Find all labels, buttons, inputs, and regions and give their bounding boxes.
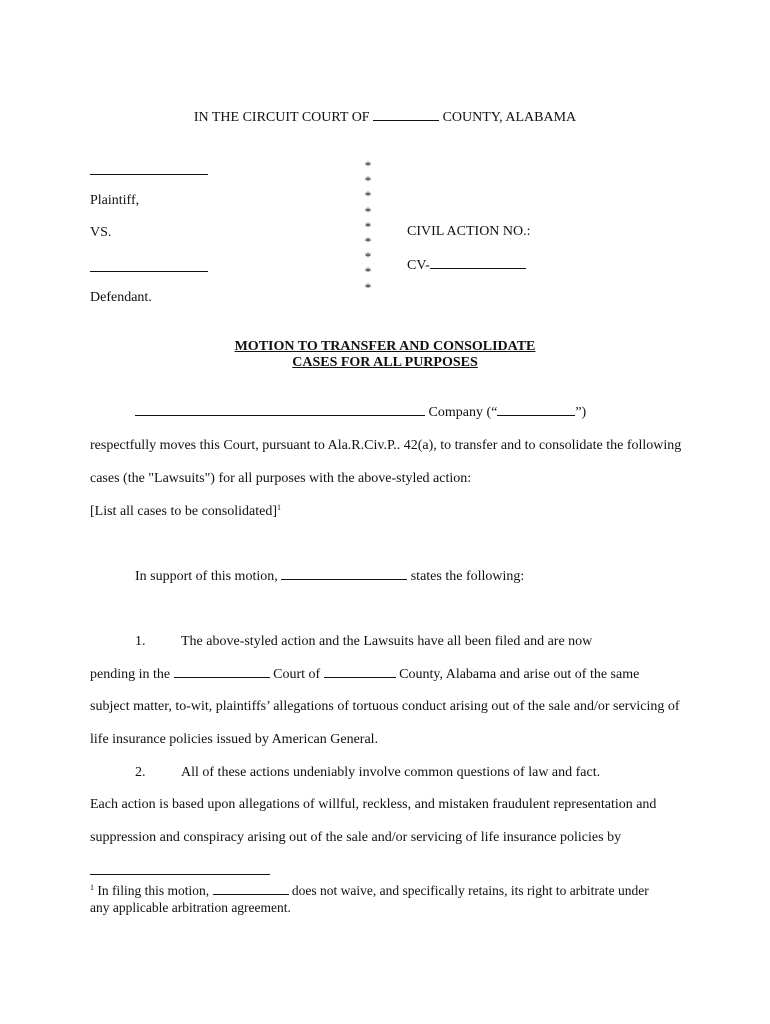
court-heading <box>0 110 770 126</box>
caption-star-column <box>362 158 374 295</box>
movant-name-blank <box>281 578 407 580</box>
motion-title-line2: CASES FOR ALL PURPOSES <box>292 355 478 370</box>
paragraph-1-line1: The above-styled action and the Lawsuits have all been filed and are now <box>181 634 593 649</box>
list-cases-line <box>90 503 281 520</box>
caption-star: * <box>364 234 372 250</box>
cv-number-blank <box>430 267 526 269</box>
company-line <box>135 405 586 421</box>
paragraph-2-line3: suppression and conspiracy arising out of the sale and/or servicing of life insurance policies by <box>90 830 622 845</box>
caption-star: * <box>364 279 372 295</box>
caption-star: * <box>364 249 372 265</box>
footnote-name-blank <box>213 893 289 895</box>
cv-prefix: CV- <box>407 258 430 273</box>
support-prefix: In support of this motion, <box>135 569 278 584</box>
caption-star: * <box>364 158 372 173</box>
motion-title-line1: MOTION TO TRANSFER AND CONSOLIDATE <box>234 339 536 354</box>
paragraph-2-number: 2. <box>135 765 146 780</box>
court-heading-prefix: IN THE CIRCUIT COURT OF <box>193 110 370 125</box>
defendant-label: Defendant. <box>90 290 152 305</box>
caption-star: * <box>364 173 372 189</box>
caption-star: * <box>364 218 372 234</box>
caption-star: * <box>364 264 372 280</box>
body-line-2: cases (the "Lawsuits") for all purposes with the above-styled action: <box>90 471 472 486</box>
pending-prefix: pending in the <box>90 667 171 682</box>
footnote-prefix: In filing this motion, <box>97 883 210 898</box>
footnote-separator <box>90 874 270 875</box>
paragraph-1-line4: life insurance policies issued by American General. <box>90 732 379 747</box>
company-label: Company (“ <box>428 405 498 420</box>
county-name-blank <box>324 676 396 678</box>
county-blank <box>373 119 439 121</box>
footnote-reference: 1 <box>277 503 281 512</box>
plaintiff-label: Plaintiff, <box>90 193 140 208</box>
footnote-line1 <box>90 883 649 899</box>
footnote-line2: any applicable arbitration agreement. <box>90 900 291 915</box>
cv-number <box>407 258 526 274</box>
company-name-blank <box>135 414 425 416</box>
body-line-1: respectfully moves this Court, pursuant to Ala.R.Civ.P.. 42(a), to transfer and to consolidate the following <box>90 438 682 453</box>
support-line <box>135 569 524 585</box>
civil-action-label: CIVIL ACTION NO.: <box>407 224 531 239</box>
paragraph-1-line3: subject matter, to-wit, plaintiffs’ allegations of tortuous conduct arising out of the sale and/or servicing of <box>90 699 680 714</box>
list-cases-text: [List all cases to be consolidated] <box>90 504 277 519</box>
plaintiff-name-line <box>90 174 208 175</box>
court-name-blank <box>174 676 270 678</box>
court-of-text: Court of <box>273 667 321 682</box>
county-rest-text: County, Alabama and arise out of the same <box>399 667 640 682</box>
paragraph-2-line1: All of these actions undeniably involve common questions of law and fact. <box>181 765 601 780</box>
paragraph-2-line2: Each action is based upon allegations of willful, reckless, and mistaken fraudulent representation and <box>90 797 657 812</box>
defendant-name-line <box>90 271 208 272</box>
company-short-name-blank <box>497 414 575 416</box>
paragraph-1-line2 <box>90 667 639 683</box>
support-suffix: states the following: <box>410 569 525 584</box>
paragraph-1-number: 1. <box>135 634 146 649</box>
court-heading-suffix: COUNTY, ALABAMA <box>442 110 577 125</box>
caption-star: * <box>364 188 372 204</box>
vs-label: VS. <box>90 225 112 240</box>
footnote-suffix: does not waive, and specifically retains, its right to arbitrate under <box>291 883 649 898</box>
caption-star: * <box>364 203 372 219</box>
footnote-marker: 1 <box>90 883 94 892</box>
company-close: ”) <box>575 405 587 420</box>
